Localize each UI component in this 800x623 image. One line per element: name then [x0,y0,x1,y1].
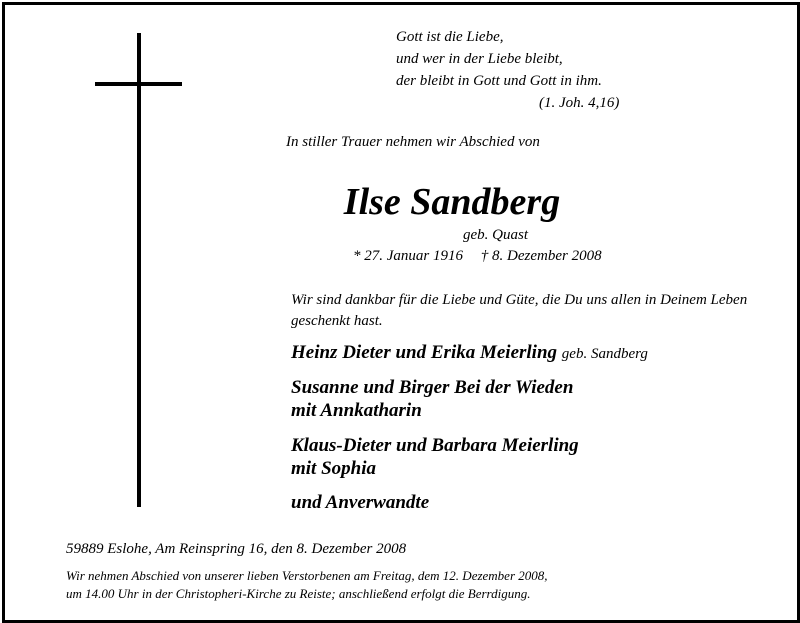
mourner-4 [291,491,429,514]
mourner-children: mit Sophia [291,458,376,479]
birth-name: geb. Quast [463,227,528,243]
cross-icon-vertical [137,33,141,507]
notice-line-2: um 14.00 Uhr in der Christopheri-Kirche zu Reiste; anschließend erfolgt die Berrdigung. [66,586,531,601]
verse-line-3: der bleibt in Gott und Gott in ihm. [396,73,602,89]
bible-verse [396,26,619,114]
mourner-name: und Anverwandte [291,492,430,513]
mourner-name: Klaus-Dieter und Barbara Meierling [291,435,579,456]
cross-icon-horizontal [95,82,182,86]
birth-star-icon: * [353,248,361,264]
mourner-2 [291,376,573,422]
funeral-notice [66,567,548,603]
death-cross-icon: † [480,248,489,264]
death-date: 8. Dezember 2008 [492,248,602,264]
mourner-name: Heinz Dieter und Erika Meierling [291,342,558,363]
mourner-1 [291,341,648,366]
mourner-birth-name: geb. Sandberg [561,346,648,362]
birth-date: 27. Januar 1916 [364,248,463,264]
mourner-children: mit Annkatharin [291,400,422,421]
mourner-3 [291,434,579,480]
notice-line-1: Wir nehmen Abschied von unserer lieben Verstorbenen am Freitag, dem 12. Dezember 2008, [66,568,548,583]
life-dates [353,248,602,265]
thanks-text: Wir sind dankbar für die Liebe und Güte, die Du uns allen in Deinem Leben geschenkt hast. [291,292,748,329]
mourner-name: Susanne und Birger Bei der Wieden [291,377,574,398]
address-line: 59889 Eslohe, Am Reinspring 16, den 8. Dezember 2008 [66,541,407,557]
deceased-name: Ilse Sandberg [343,181,561,223]
intro-text: In stiller Trauer nehmen wir Abschied von [286,134,540,150]
verse-line-2: und wer in der Liebe bleibt, [396,51,563,67]
verse-line-1: Gott ist die Liebe, [396,29,504,45]
verse-reference: (1. Joh. 4,16) [539,95,620,111]
